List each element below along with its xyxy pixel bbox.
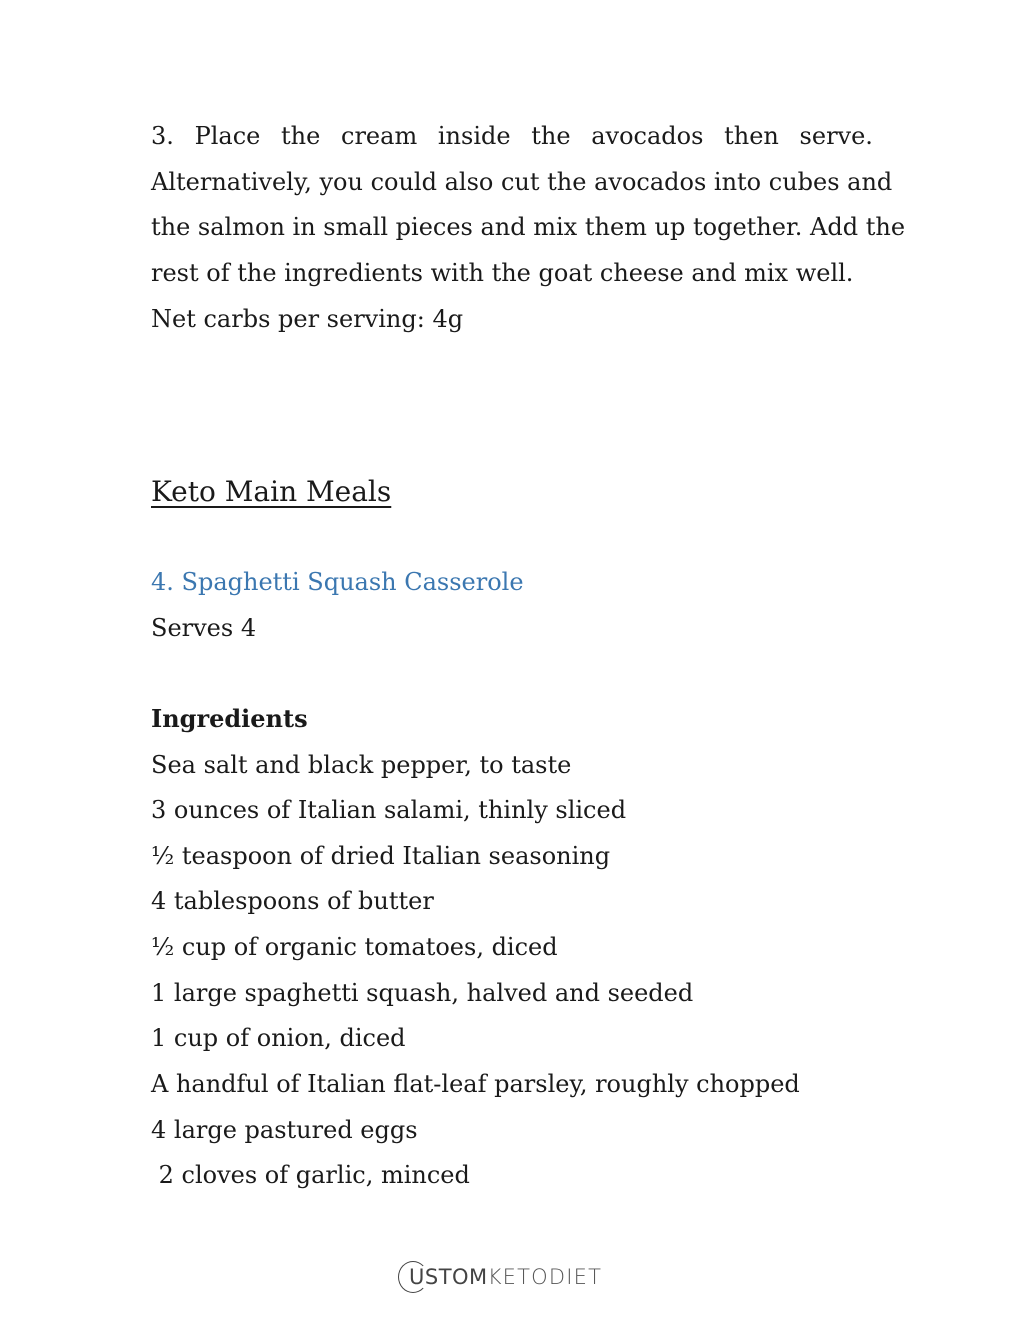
ingredient-item: 3 ounces of Italian salami, thinly sliced (151, 796, 627, 824)
word: serve. (799, 122, 873, 150)
word: the (281, 122, 321, 150)
ingredient-item: 1 cup of onion, diced (151, 1024, 406, 1052)
ingredient-item: 4 tablespoons of butter (151, 887, 434, 915)
ingredient-item: ½ cup of organic tomatoes, diced (151, 933, 558, 961)
paragraph-line: Alternatively, you could also cut the avocados into cubes and (151, 168, 893, 196)
net-carbs-text: Net carbs per serving: 4g (151, 305, 464, 333)
word: inside (437, 122, 511, 150)
ingredient-item: A handful of Italian flat-leaf parsley, roughly chopped (151, 1070, 800, 1098)
ingredient-item: Sea salt and black pepper, to taste (151, 751, 572, 779)
ingredient-item: 2 cloves of garlic, minced (151, 1161, 470, 1189)
word: then (724, 122, 779, 150)
ingredient-item: 4 large pastured eggs (151, 1116, 418, 1144)
word: avocados (591, 122, 704, 150)
ingredient-item: 1 large spaghetti squash, halved and seeded (151, 979, 694, 1007)
ingredient-item: ½ teaspoon of dried Italian seasoning (151, 842, 611, 870)
section-heading: Keto Main Meals (151, 475, 392, 508)
word: cream (341, 122, 418, 150)
servings-text: Serves 4 (151, 614, 257, 642)
word: 3. (151, 122, 174, 150)
paragraph-line: rest of the ingredients with the goat cheese and mix well. (151, 259, 854, 287)
word: the (531, 122, 571, 150)
word: Place (194, 122, 261, 150)
logo-text-ketodiet: KETODIET (487, 1265, 603, 1289)
recipe-title: 4. Spaghetti Squash Casserole (151, 568, 524, 596)
customketodiet-logo (398, 1257, 602, 1297)
step-3-first-line (151, 122, 873, 150)
logo-text-custom: USTOM (409, 1265, 488, 1289)
ingredients-heading: Ingredients (151, 704, 308, 733)
paragraph-line: the salmon in small pieces and mix them up together. Add the (151, 213, 906, 241)
